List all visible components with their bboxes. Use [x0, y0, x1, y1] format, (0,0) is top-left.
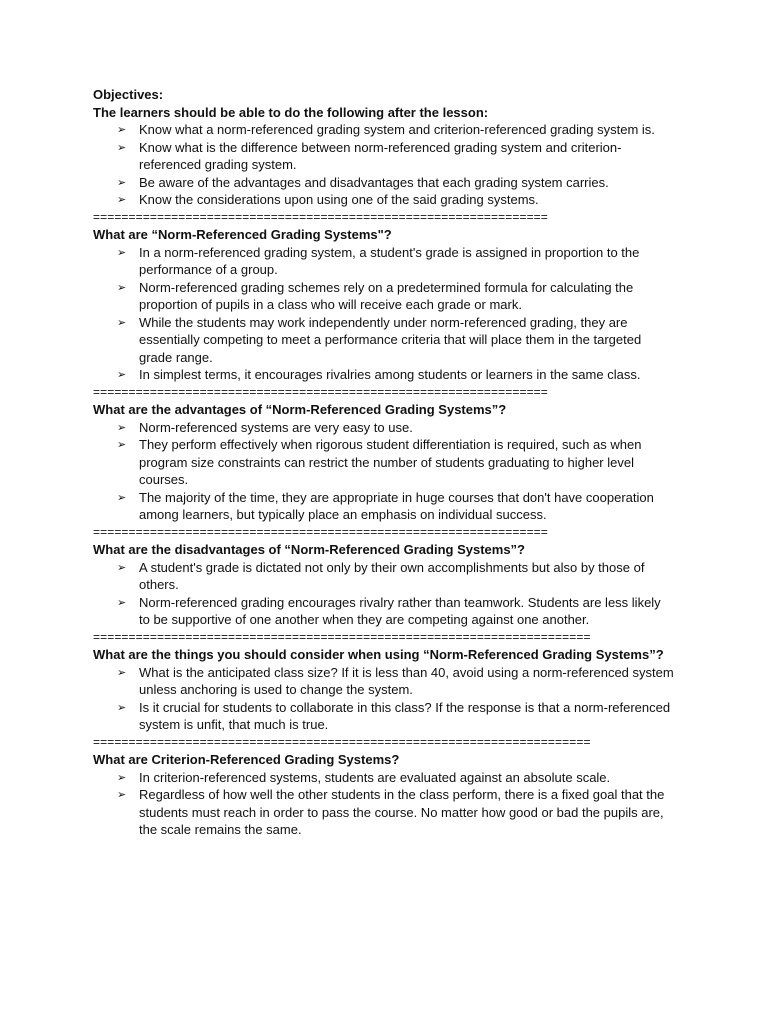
list-item-text: Is it crucial for students to collaborate in this class? If the response is that a norm-referenced system is unfit, that much is true.: [139, 699, 671, 732]
list-item: [93, 244, 683, 279]
list-item: [93, 786, 683, 839]
list-item: [93, 664, 683, 699]
section-list: [93, 244, 683, 384]
list-item-text: What is the anticipated class size? If it is less than 40, avoid using a norm-referenced system unless anchoring is used to change the system.: [139, 664, 674, 697]
document-page: [93, 86, 683, 839]
arrow-bullet-icon: ➢: [117, 368, 127, 381]
list-item-text: The majority of the time, they are appropriate in huge courses that don't have cooperation among learners, but typically place an emphasis on individual success.: [139, 489, 654, 522]
section-heading: What are “Norm-Referenced Grading Systems"?: [93, 227, 392, 242]
section-list: [93, 419, 683, 524]
section-divider: ======================================================================: [93, 734, 591, 749]
arrow-bullet-icon: ➢: [117, 123, 127, 136]
list-item-text: In a norm-referenced grading system, a student's grade is assigned in proportion to the performance of a group.: [139, 244, 640, 277]
list-item: [93, 436, 683, 489]
arrow-bullet-icon: ➢: [117, 315, 127, 329]
arrow-bullet-icon: ➢: [117, 420, 127, 434]
list-item: [93, 366, 683, 384]
section-list: [93, 559, 683, 629]
list-item-text: Norm-referenced grading encourages rivalry rather than teamwork. Students are less likely to be supportive of one another when they are competing against one another.: [139, 594, 661, 627]
list-item-text: Norm-referenced grading schemes rely on a predetermined formula for calculating the proportion of pupils in a class who will receive each grade or mark.: [139, 279, 634, 312]
list-item: [93, 174, 683, 192]
section-heading: What are Criterion-Referenced Grading Systems?: [93, 752, 400, 767]
list-item-text: They perform effectively when rigorous student differentiation is required, such as when program size constraints can restrict the number of students graduating to higher level courses.: [139, 437, 642, 487]
list-item: [93, 191, 683, 209]
list-item: [93, 121, 683, 139]
arrow-bullet-icon: ➢: [117, 788, 127, 801]
section-heading: What are the things you should consider when using “Norm-Referenced Grading Systems”?: [93, 647, 664, 662]
section-heading: What are the advantages of “Norm-Referenced Grading Systems”?: [93, 402, 507, 417]
list-item: [93, 139, 683, 174]
section-divider: ================================================================: [93, 524, 548, 539]
section-divider: ================================================================: [93, 384, 548, 399]
list-item: [93, 699, 683, 734]
list-item-text: In simplest terms, it encourages rivalries among students or learners in the same class.: [139, 367, 641, 382]
section-divider: ================================================================: [93, 209, 548, 224]
list-item: [93, 489, 683, 524]
section-list: [93, 769, 683, 839]
list-item: [93, 419, 683, 437]
arrow-bullet-icon: ➢: [117, 175, 127, 189]
list-item-text: Regardless of how well the other students in the class perform, there is a fixed goal that the students must reach in order to pass the course. No matter how good or bad the pupils are, the scale remains the same.: [139, 787, 665, 837]
arrow-bullet-icon: ➢: [117, 438, 127, 451]
list-item-text: Know what a norm-referenced grading system and criterion-referenced grading system is.: [139, 122, 655, 137]
list-item-text: Know the considerations upon using one of the said grading systems.: [139, 192, 539, 207]
arrow-bullet-icon: ➢: [117, 245, 127, 259]
list-item-text: A student's grade is dictated not only by their own accomplishments but also by those of others.: [139, 559, 645, 592]
section-list: [93, 664, 683, 734]
arrow-bullet-icon: ➢: [117, 770, 127, 784]
arrow-bullet-icon: ➢: [117, 490, 127, 504]
arrow-bullet-icon: ➢: [117, 665, 127, 679]
list-item: [93, 594, 683, 629]
section-divider: ======================================================================: [93, 629, 591, 644]
objectives-list: [93, 121, 683, 209]
list-item-text: While the students may work independently under norm-referenced grading, they are essentially competing to meet a performance criteria that will place them in the targeted grade range.: [139, 314, 642, 365]
list-item: [93, 769, 683, 787]
arrow-bullet-icon: ➢: [117, 193, 127, 206]
arrow-bullet-icon: ➢: [117, 595, 127, 609]
section-heading: What are the disadvantages of “Norm-Referenced Grading Systems”?: [93, 542, 525, 557]
list-item-text: In criterion-referenced systems, students are evaluated against an absolute scale.: [139, 769, 611, 785]
list-item-text: Norm-referenced systems are very easy to use.: [139, 419, 413, 435]
list-item: [93, 314, 683, 367]
arrow-bullet-icon: ➢: [117, 280, 127, 294]
list-item: [93, 559, 683, 594]
list-item-text: Know what is the difference between norm-referenced grading system and criterion-referenced grading system.: [139, 139, 622, 172]
arrow-bullet-icon: ➢: [117, 700, 127, 714]
list-item: [93, 279, 683, 314]
objectives-intro: The learners should be able to do the following after the lesson:: [93, 104, 489, 120]
arrow-bullet-icon: ➢: [117, 560, 127, 574]
arrow-bullet-icon: ➢: [117, 140, 127, 154]
list-item-text: Be aware of the advantages and disadvantages that each grading system carries.: [139, 174, 609, 190]
objectives-label: Objectives:: [93, 87, 164, 102]
